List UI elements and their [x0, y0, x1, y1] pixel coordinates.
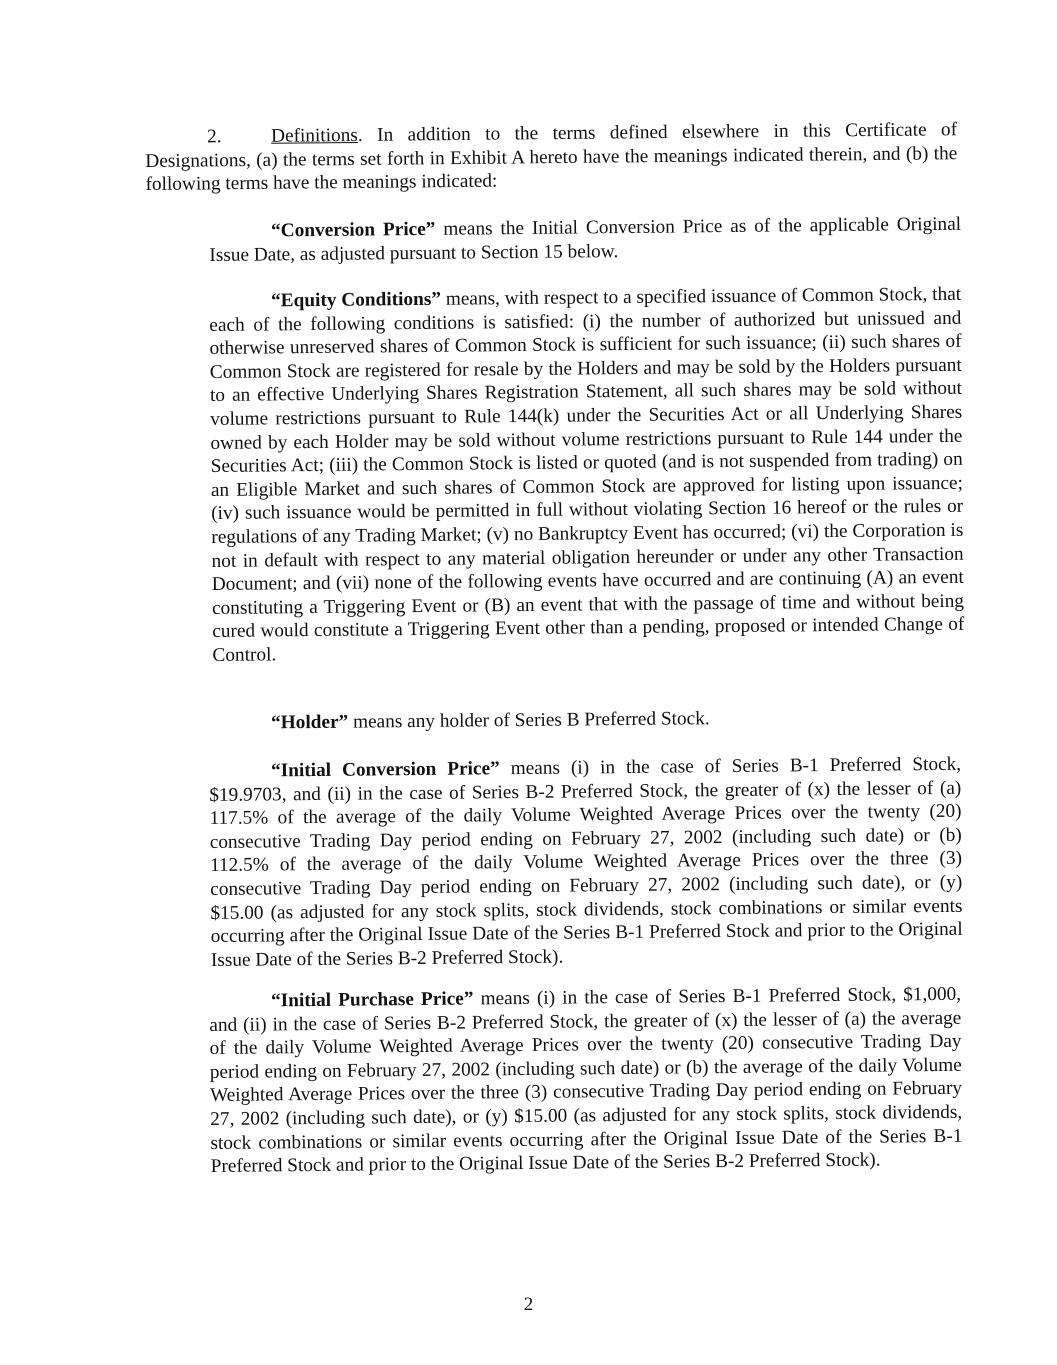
definition-equity-conditions — [209, 283, 965, 668]
definition-term: “Initial Purchase Price” — [271, 988, 474, 1012]
definition-text: means the Initial Conversion Price as of the applicable Original Issue Date, as adjusted pursuant to Section 15 below. — [209, 213, 962, 266]
definition-term: “Initial Conversion Price” — [271, 758, 500, 782]
definition-term: “Conversion Price” — [271, 218, 436, 242]
definition-conversion-price — [209, 213, 961, 267]
section-title: Definitions — [271, 124, 358, 147]
definition-holder — [209, 705, 961, 736]
definition-text: means (i) in the case of Series B-1 Preferred Stock, $1,000, and (ii) in the case of Series B-2 Preferred Stock, the greater of (x) the lesser of (a) the average of the daily Volume Weighted Average Prices over the twenty (20) consecutive Trading Day period ending on February 27, 2002 (including such date) or (b) the average of the daily Volume Weighted Average Prices over the three (3) consecutive Trading Day period ending on February 27, 2002 (including such date), or (y) $15.00 (as adjusted for any stock splits, stock dividends, stock combinations or similar events occurring after the Original Issue Date of the Series B-1 Preferred Stock and prior to the Original Issue Date of the Series B-2 Preferred Stock). — [209, 983, 963, 1178]
definition-initial-purchase-price — [209, 983, 963, 1179]
definition-text: means any holder of Series B Preferred Stock. — [348, 708, 710, 733]
definition-initial-conversion-price — [209, 753, 963, 973]
definition-text: means, with respect to a specified issuance of Common Stock, that each of the following conditions is satisfied: (i) the number of authorized but unissued and otherwise unreserved shares of Common Stock is sufficient for such issuance; (ii) such shares of Common Stock are registered for resale by the Holders and may be sold by the Holders pursuant to an effective Underlying Shares Registration Statement, all such shares may be sold without volume restrictions pursuant to Rule 144(k) under the Securities Act or all Underlying Shares owned by each Holder may be sold without volume restrictions pursuant to Rule 144 under the Securities Act; (iii) the Common Stock is listed or quoted (and is not suspended from trading) on an Eligible Market and such shares of Common Stock are approved for listing upon issuance; (iv) such issuance would be permitted in full without violating Section 16 hereof or the rules or regulations of any Trading Market; (v) no Bankruptcy Event has occurred; (vi) the Corporation is not in default with respect to any material obligation hereunder or under any other Transaction Document; and (vii) none of the following events have occurred and are continuing (A) an event constituting a Triggering Event or (B) an event that with the passage of time and without being cured would constitute a Triggering Event other than a pending, proposed or intended Change of Control. — [209, 283, 965, 666]
definition-term: “Holder” — [271, 711, 349, 734]
definition-term: “Equity Conditions” — [271, 288, 442, 312]
definition-text: means (i) in the case of Series B-1 Preferred Stock, $19.9703, and (ii) in the case of Series B-2 Preferred Stock, the greater of (x) the lesser of (a) 117.5% of the average of the daily Volume Weighted Average Prices over the twenty (20) consecutive Trading Day period ending on February 27, 2002 (including such date) or (b) 112.5% of the average of the daily Volume Weighted Average Prices over the three (3) consecutive Trading Day period ending on February 27, 2002 (including such date), or (y) $15.00 (as adjusted for any stock splits, stock dividends, stock combinations or similar events occurring after the Original Issue Date of the Series B-1 Preferred Stock and prior to the Original Issue Date of the Series B-2 Preferred Stock). — [209, 753, 963, 971]
page-number: 2 — [523, 1294, 534, 1315]
section-intro-paragraph — [145, 118, 958, 196]
section-intro-text: . In addition to the terms defined elsewhere in this Certificate of Designations, (a) the terms set forth in Exhibit A hereto have the meanings indicated therein, and (b) the following terms have the meanings indicated: — [145, 119, 958, 195]
section-number: 2. — [207, 126, 222, 148]
